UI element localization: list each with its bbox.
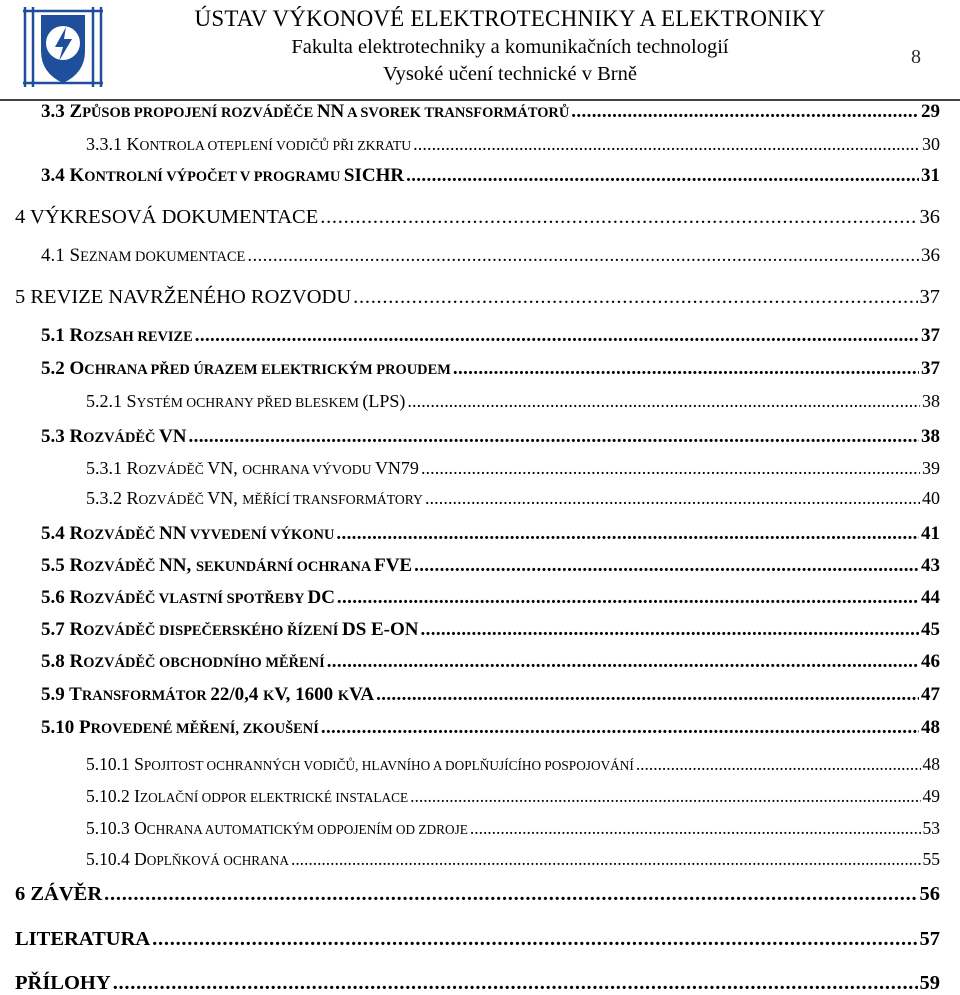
toc-entry-title — [41, 523, 334, 545]
toc-entry-text: VN, — [207, 488, 243, 508]
toc-entry-page: 44 — [921, 587, 940, 608]
dot-leader — [291, 849, 921, 870]
toc-entry[interactable] — [86, 391, 940, 412]
toc-entry-text: POJITOST OCHRANNÝCH VODIČŮ, HLAVNÍHO A DOPLŇUJÍCÍHO POSPOJOVÁNÍ — [143, 758, 634, 773]
toc-entry-number: 5.10.2 — [86, 786, 130, 806]
toc-entry-number: 5.7 — [41, 619, 65, 640]
toc-entry-text: ZOLAČNÍ ODPOR ELEKTRICKÉ INSTALACE — [139, 790, 409, 805]
toc-entry-title — [41, 555, 412, 577]
toc-entry-title — [86, 754, 634, 775]
toc-entry-text: OZVÁDĚČ — [83, 430, 160, 446]
toc-entry-text: OZVÁDĚČ — [138, 492, 208, 507]
toc-entry-text: SICHR — [343, 165, 405, 186]
toc-entry-text: NN, — [159, 555, 196, 576]
toc-entry-text: VN79 — [374, 458, 419, 478]
toc-entry[interactable] — [41, 587, 940, 609]
toc-entry-text: V, 1600 — [274, 684, 338, 705]
dot-leader — [571, 101, 919, 123]
toc-entry[interactable] — [41, 426, 940, 448]
toc-entry[interactable] — [15, 972, 940, 995]
dot-leader — [113, 972, 918, 995]
toc-entry-page: 48 — [922, 754, 940, 774]
dot-leader — [320, 206, 917, 229]
toc-entry[interactable] — [41, 717, 940, 739]
faculty-name: Fakulta elektrotechniky a komunikačních technologií — [291, 36, 729, 58]
toc-entry-text: 22/0,4 — [210, 684, 264, 705]
dot-leader — [336, 523, 919, 545]
toc-entry-text: OZVÁDĚČ — [83, 559, 160, 575]
toc-entry-text: I — [134, 786, 140, 806]
toc-entry-title — [15, 286, 351, 309]
toc-entry-title — [41, 619, 419, 641]
dot-leader — [636, 754, 921, 775]
toc-entry-title — [41, 101, 569, 123]
toc-entry-page: 39 — [922, 458, 940, 478]
toc-entry-title — [41, 717, 319, 739]
toc-entry-text: OZSAH REVIZE — [83, 329, 193, 345]
toc-entry-page: 45 — [921, 619, 940, 640]
toc-entry-text: R — [126, 458, 139, 478]
toc-entry-text: MĚŘÍCÍ TRANSFORMÁTORY — [242, 492, 423, 507]
toc-entry-title — [41, 358, 451, 380]
toc-entry-title — [86, 458, 419, 479]
toc-entry-page: 36 — [921, 245, 940, 266]
toc-entry-number: 5 — [15, 286, 26, 308]
dot-leader — [425, 488, 920, 509]
toc-entry-number: 5.10.4 — [86, 849, 130, 869]
toc-entry-title — [15, 972, 111, 995]
toc-entry-page: 59 — [919, 972, 940, 994]
toc-entry-text: A SVOREK TRANSFORMÁTORŮ — [344, 105, 570, 121]
dot-leader — [421, 619, 919, 641]
toc-entry-text: PŘÍLOHY — [15, 972, 111, 994]
toc-entry[interactable] — [86, 849, 940, 870]
toc-entry-title — [15, 883, 102, 906]
toc-entry-text: PŮSOB PROPOJENÍ ROZVÁDĚČE — [82, 105, 317, 121]
toc-entry-text: OCHRANA VÝVODU — [242, 462, 375, 477]
dot-leader — [413, 134, 920, 155]
toc-entry-number: 5.5 — [41, 555, 65, 576]
toc-entry-title — [41, 587, 335, 609]
toc-entry-text: D — [134, 849, 147, 869]
toc-entry-text: P — [79, 717, 91, 738]
shield-lightning-icon — [19, 3, 107, 91]
toc-entry-text: OZVÁDĚČ — [83, 527, 160, 543]
toc-entry[interactable] — [86, 134, 940, 155]
toc-entry-page: 37 — [921, 358, 940, 379]
toc-entry[interactable] — [41, 165, 940, 187]
toc-entry-text: R — [69, 555, 84, 576]
toc-entry-text: SEKUNDÁRNÍ OCHRANA — [196, 559, 375, 575]
dot-leader — [353, 286, 917, 309]
toc-entry-title — [15, 206, 318, 229]
toc-entry[interactable] — [86, 786, 940, 807]
dot-leader — [406, 165, 919, 187]
toc-entry-page: 56 — [919, 883, 940, 905]
dot-leader — [337, 587, 919, 609]
toc-entry-page: 30 — [922, 134, 940, 154]
toc-entry-text: VN, — [207, 458, 243, 478]
toc-entry[interactable] — [41, 245, 940, 267]
toc-entry-number: 4 — [15, 206, 26, 228]
toc-entry-page: 55 — [922, 849, 940, 869]
toc-entry-title — [41, 651, 325, 673]
page-number: 8 — [911, 46, 921, 68]
toc-entry-page: 57 — [919, 928, 940, 950]
page-header — [0, 0, 960, 100]
dot-leader — [414, 555, 919, 577]
toc-entry-number: 5.1 — [41, 325, 65, 346]
toc-entry-number: 4.1 — [41, 245, 65, 266]
toc-entry-page: 38 — [921, 426, 940, 447]
toc-entry[interactable] — [86, 818, 940, 839]
toc-entry[interactable] — [15, 286, 940, 309]
toc-entry-text: VA — [349, 684, 375, 705]
toc-entry-page: 37 — [919, 286, 940, 308]
toc-entry-text: K — [337, 688, 350, 704]
dot-leader — [470, 818, 921, 839]
toc-entry-text: OZVÁDĚČ DISPEČERSKÉHO ŘÍZENÍ — [83, 623, 342, 639]
toc-entry-text: O — [134, 818, 147, 838]
toc-entry-number: 3.3 — [41, 101, 65, 122]
toc-entry-title — [41, 426, 187, 448]
toc-entry[interactable] — [41, 358, 940, 380]
dot-leader — [152, 928, 917, 951]
toc-entry-text: R — [69, 587, 84, 608]
toc-entry-text: R — [126, 488, 139, 508]
toc-entry-number: 5.10 — [41, 717, 75, 738]
toc-entry-title — [86, 818, 468, 839]
dot-leader — [321, 717, 919, 739]
toc-entry[interactable] — [41, 325, 940, 347]
toc-entry-text: K — [263, 688, 275, 704]
toc-entry-text: NN — [159, 523, 187, 544]
toc-entry-number: 5.3.1 — [86, 458, 122, 478]
toc-entry[interactable] — [41, 555, 940, 577]
toc-entry-page: 36 — [919, 206, 940, 228]
toc-entry-page: 46 — [921, 651, 940, 672]
toc-entry-number: 6 — [15, 883, 26, 905]
dot-leader — [376, 684, 919, 706]
toc-entry-title — [86, 849, 289, 870]
toc-entry[interactable] — [15, 928, 940, 951]
dot-leader — [104, 883, 917, 906]
dot-leader — [421, 458, 920, 479]
toc-entry-text: LITERATURA — [15, 928, 151, 950]
dot-leader — [247, 245, 919, 267]
toc-entry-text: K — [126, 134, 140, 154]
toc-entry-text: EZNAM DOKUMENTACE — [80, 249, 246, 265]
toc-entry-number: 5.8 — [41, 651, 65, 672]
dot-leader — [195, 325, 919, 347]
toc-entry-title — [41, 325, 193, 347]
toc-entry-text: OZVÁDĚČ VLASTNÍ SPOTŘEBY — [83, 591, 308, 607]
toc-entry-page: 48 — [921, 717, 940, 738]
toc-entry-number: 5.6 — [41, 587, 65, 608]
toc-entry-text: R — [69, 426, 84, 447]
toc-entry-text: R — [69, 523, 84, 544]
toc-entry-page: 41 — [921, 523, 940, 544]
toc-entry-text: R — [69, 325, 84, 346]
toc-entry[interactable] — [41, 651, 940, 673]
toc-entry-number: 5.3.2 — [86, 488, 122, 508]
toc-entry-text: ONTROLA OTEPLENÍ VODIČŮ PŘI ZKRATU — [139, 138, 412, 153]
toc-entry-text: ROVEDENÉ MĚŘENÍ, ZKOUŠENÍ — [90, 721, 319, 737]
toc-entry-number: 5.3 — [41, 426, 65, 447]
toc-entry-page: 37 — [921, 325, 940, 346]
toc-entry-page: 53 — [922, 818, 940, 838]
toc-entry[interactable] — [41, 101, 940, 123]
toc-entry[interactable] — [15, 206, 940, 229]
toc-entry-text: R — [69, 619, 84, 640]
toc-entry-page: 38 — [922, 391, 940, 411]
toc-entry-text: VYVEDENÍ VÝKONU — [186, 527, 335, 543]
toc-entry-text: RANSFORMÁTOR — [81, 688, 211, 704]
toc-entry[interactable] — [86, 754, 940, 775]
toc-entry-title — [41, 165, 404, 187]
toc-entry-number: 5.10.3 — [86, 818, 130, 838]
dot-leader — [407, 391, 920, 412]
toc-entry-page: 49 — [922, 786, 940, 806]
toc-entry[interactable] — [41, 523, 940, 545]
toc-entry-page: 43 — [921, 555, 940, 576]
toc-entry-text: S — [134, 754, 144, 774]
toc-entry-title — [41, 684, 374, 706]
toc-entry-text: S — [69, 245, 81, 266]
toc-entry-text: ONTROLNÍ VÝPOČET V PROGRAMU — [84, 169, 344, 185]
toc-entry-text: O — [69, 358, 85, 379]
toc-entry-number: 5.4 — [41, 523, 65, 544]
toc-entry-title — [86, 391, 405, 412]
toc-entry-number: 5.10.1 — [86, 754, 130, 774]
toc-entry-text: FVE — [374, 555, 413, 576]
toc-entry-text: VN — [159, 426, 187, 447]
toc-entry[interactable] — [86, 488, 940, 509]
dot-leader — [327, 651, 919, 673]
toc-entry-text: K — [69, 165, 85, 186]
toc-entry-page: 47 — [921, 684, 940, 705]
toc-entry-title — [15, 928, 150, 951]
toc-entry-page: 31 — [921, 165, 940, 186]
toc-entry-title — [86, 134, 411, 155]
toc-entry[interactable] — [15, 883, 940, 906]
toc-entry-text: DS E-ON — [341, 619, 419, 640]
university-logo — [19, 3, 107, 91]
toc-entry-text: REVIZE NAVRŽENÉHO ROZVODU — [30, 286, 352, 308]
toc-entry-title — [41, 245, 245, 267]
toc-entry-text: CHRANA PŘED ÚRAZEM ELEKTRICKÝM PROUDEM — [84, 362, 451, 378]
toc-entry-page: 40 — [922, 488, 940, 508]
toc-entry[interactable] — [41, 619, 940, 641]
toc-entry-text: OZVÁDĚČ OBCHODNÍHO MĚŘENÍ — [83, 655, 325, 671]
toc-entry-text: NN — [316, 101, 345, 122]
toc-entry-text: Z — [69, 101, 83, 122]
toc-entry-number: 5.2.1 — [86, 391, 122, 411]
toc-entry-text: (LPS) — [362, 391, 406, 411]
toc-entry-number: 3.4 — [41, 165, 65, 186]
toc-entry-text: ZÁVĚR — [30, 883, 103, 905]
toc-entry-text: YSTÉM OCHRANY PŘED BLESKEM — [136, 395, 363, 410]
toc-entry-text: CHRANA AUTOMATICKÝM ODPOJENÍM OD ZDROJE — [146, 822, 468, 837]
toc-entry-text: DC — [307, 587, 335, 608]
dot-leader — [410, 786, 920, 807]
dot-leader — [189, 426, 920, 448]
toc-entry-text: T — [69, 684, 82, 705]
toc-entry-number: 3.3.1 — [86, 134, 122, 154]
university-name: Vysoké učení technické v Brně — [383, 63, 637, 85]
toc-entry-number: 5.9 — [41, 684, 65, 705]
toc-entry[interactable] — [86, 458, 940, 479]
toc-entry[interactable] — [41, 684, 940, 706]
toc-entry-text: R — [69, 651, 84, 672]
toc-entry-number: 5.2 — [41, 358, 65, 379]
toc-entry-title — [86, 488, 423, 509]
toc-entry-text: VÝKRESOVÁ DOKUMENTACE — [30, 206, 319, 228]
toc-entry-text: S — [126, 391, 137, 411]
toc-entry-text: OZVÁDĚČ — [138, 462, 208, 477]
toc-entry-text: OPLŇKOVÁ OCHRANA — [146, 853, 289, 868]
toc-entry-title — [86, 786, 408, 807]
toc-entry-page: 29 — [921, 101, 940, 122]
dot-leader — [453, 358, 919, 380]
institute-name: ÚSTAV VÝKONOVÉ ELEKTROTECHNIKY A ELEKTRONIKY — [194, 6, 826, 31]
